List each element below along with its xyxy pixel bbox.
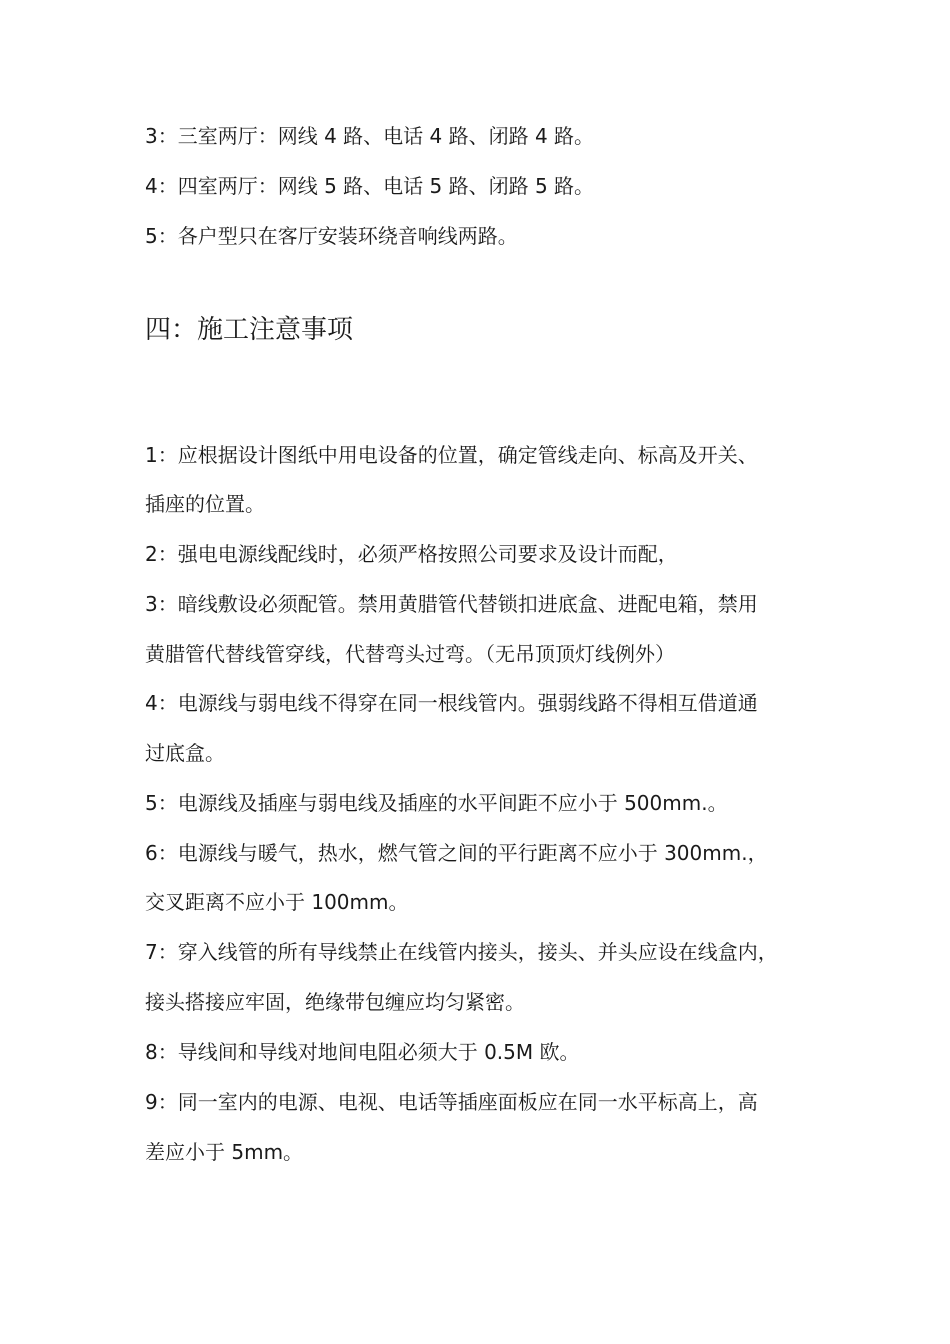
list-item: 5：各户型只在客厅安装环绕音响线两路。 [145, 224, 518, 248]
section-heading: 四：施工注意事项 [145, 315, 354, 345]
list-item: 差应小于 5mm。 [145, 1140, 304, 1164]
list-item: 9：同一室内的电源、电视、电话等插座面板应在同一水平标高上，高 [145, 1090, 758, 1114]
list-item: 1：应根据设计图纸中用电设备的位置，确定管线走向、标高及开关、 [145, 443, 758, 467]
list-item: 4：四室两厅：网线 5 路、电话 5 路、闭路 5 路。 [145, 174, 595, 198]
list-item: 4：电源线与弱电线不得穿在同一根线管内。强弱线路不得相互借道通 [145, 691, 758, 715]
list-item: 交叉距离不应小于 100mm。 [145, 890, 409, 914]
list-item: 5：电源线及插座与弱电线及插座的水平间距不应小于 500mm.。 [145, 791, 728, 815]
list-item: 插座的位置。 [145, 492, 265, 516]
list-item: 黄腊管代替线管穿线，代替弯头过弯。（无吊顶顶灯线例外） [145, 642, 675, 666]
list-item: 2：强电电源线配线时，必须严格按照公司要求及设计而配， [145, 542, 678, 566]
list-item: 3：三室两厅：网线 4 路、电话 4 路、闭路 4 路。 [145, 124, 595, 148]
list-item: 8：导线间和导线对地间电阻必须大于 0.5M 欧。 [145, 1040, 580, 1064]
list-item: 接头搭接应牢固，绝缘带包缠应均匀紧密。 [145, 990, 525, 1014]
list-item: 3：暗线敷设必须配管。禁用黄腊管代替锁扣进底盒、进配电箱，禁用 [145, 592, 758, 616]
list-item: 6：电源线与暖气，热水，燃气管之间的平行距离不应小于 300mm.， [145, 841, 768, 865]
list-item: 7：穿入线管的所有导线禁止在线管内接头，接头、并头应设在线盒内， [145, 940, 778, 964]
list-item: 过底盒。 [145, 741, 225, 765]
